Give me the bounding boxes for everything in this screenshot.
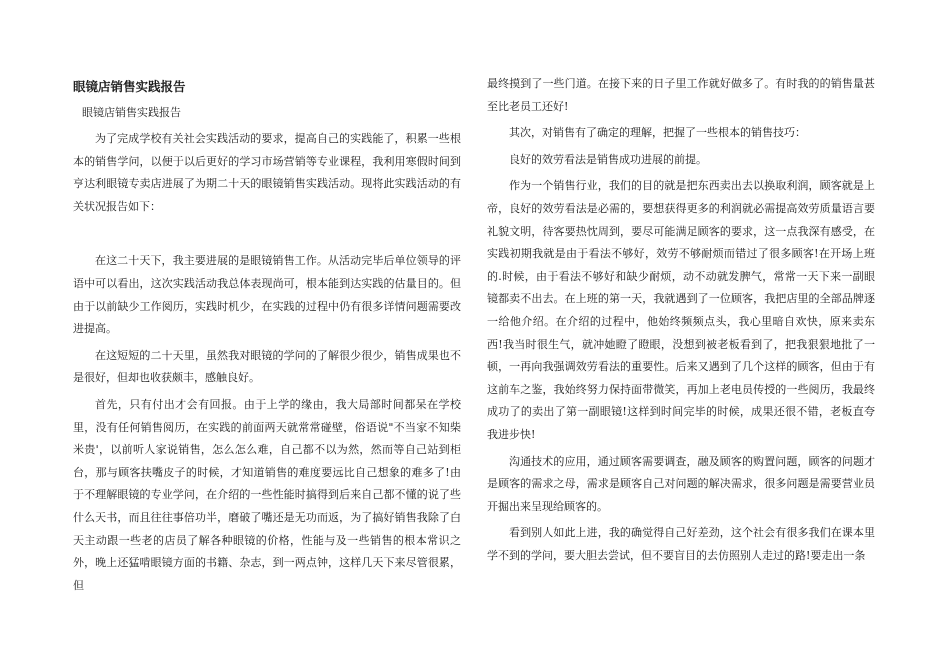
page-title: 眼镜店销售实践报告 [73, 79, 186, 94]
paragraph: 作为一个销售行业，我们的目的就是把东西卖出去以换取利润，顾客就是上帝，良好的效劳看法是必需的，要想获得更多的利润就必需提高效劳质量语言要礼貌文明，待客要热忱周到，要尽可能满足顾客的要求，这一点我深有感受，在实践初期我就是由于看法不够好，效劳不够耐烦而错过了很多顾客!在开场上班的.时候，由于看法不够好和缺少耐烦，动不动就发脾气，常常一天下来一副眼镜都卖不出去。在上班的第一天，我就遇到了一位顾客，我把店里的全部品牌逐一给他介绍。在介绍的过程中，他始终频频点头，我心里暗自欢快，原来卖东西!我当时很生气，就冲她瞪了瞪眼，没想到被老板看到了，把我狠狠地批了一顿，一再向我强调效劳看法的重要性。后来又遇到了几个这样的顾客，但由于有这前车之鉴，我始终努力保持面带微笑，再加上老电员传授的一些阅历，我最终成功了的卖出了第一副眼镜!这样到时间完毕的时候，成果还很不错，老板直夸我进步快! [487, 179, 875, 441]
paragraph: 最终摸到了一些门道。在接下来的日子里工作就好做多了。有时我的的销售量甚至比老员工还好! [487, 77, 875, 113]
paragraph: 首先，只有付出才会有回报。由于上学的缘由，我大局部时间都呆在学校里，没有任何销售阅历，在实践的前面两天就常常碰壁，俗语说"不当家不知柴米贵'，以前听人家说销售，怎么怎么难，自己都不以为然，然而等自己站到柜台，那与顾客扶嘴皮子的时候，才知道销售的难度要远比自己想象的难多了!由于不理解眼镜的专业学问，在介绍的一些性能时搞得到后来自己都不懂的说了些什么天书，而且往往事倍功半，磨破了嘴还是无功而返，为了搞好销售我除了白天主动跟一些老的店员了解各种眼镜的价格，性能与及一些销售的根本常识之外，晚上还猛啃眼镜方面的书籍、杂志，到一两点钟，这样几天下来尽管很累，但 [73, 397, 461, 592]
page-subtitle: 眼镜店销售实践报告 [82, 106, 181, 119]
paragraph: 为了完成学校有关社会实践活动的要求，提高自己的实践能了，积累一些根本的销售学问，以便于以后更好的学习市场营销等专业课程，我利用寒假时间到亨达利眼镜专卖店进展了为期二十天的眼镜销售实践活动。现将此实践活动的有关状况报告如下： [73, 132, 461, 213]
paragraph: 在这二十天下，我主要进展的是眼镜销售工作。从活动完毕后单位领导的评语中可以看出，这次实践活动我总体表现尚可，根本能到达实践的估量目的。但由于以前缺少工作阅历，实践时机少，在实践的过程中仍有很多详情问题需要改进提高。 [73, 254, 461, 336]
blank-gap [73, 222, 461, 250]
paragraph: 沟通技术的应用，通过顾客需要调查，融及顾客的购置问题，顾客的问题才是顾客的需求之母，需求是顾客自己对问题的解决需求，很多问题是需要营业员开掘出来呈现给顾客的。 [487, 454, 875, 513]
paragraph: 其次，对销售有了确定的理解，把握了一些根本的销售技巧： [509, 126, 806, 140]
right-column [487, 73, 875, 571]
left-column [73, 76, 461, 601]
paragraph: 看到别人如此上进，我的确觉得自己好差劲，这个社会有很多我们在课本里学不到的学问，要大胆去尝试，但不要盲目的去仿照别人走过的路!要走出一条 [487, 526, 875, 562]
paragraph: 在这短短的二十天里，虽然我对眼镜的学问的了解很少很少，销售成果也不是很好，但却也收获颇丰，感触良好。 [73, 348, 461, 385]
paragraph: 良好的效劳看法是销售成功进展的前提。 [509, 152, 707, 166]
